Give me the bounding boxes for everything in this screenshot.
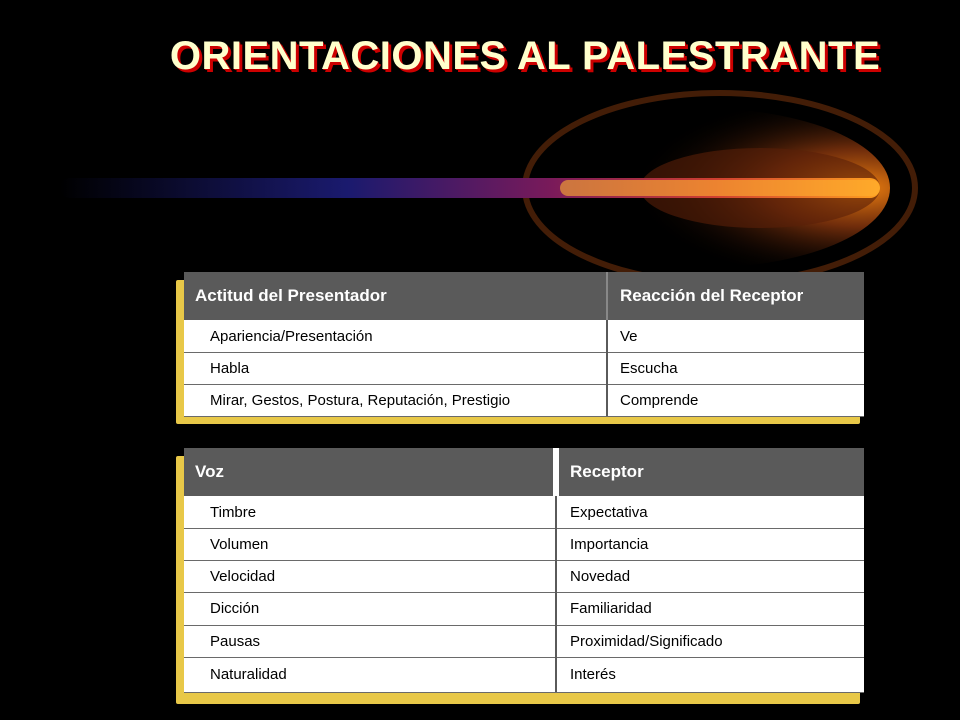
voice-receptor-table: [176, 448, 864, 704]
table-row: [184, 657, 864, 693]
table2-header-col1: Voz: [195, 462, 224, 481]
table2-header: [184, 448, 864, 496]
table2-cell: Timbre: [210, 503, 257, 521]
table2-cell: Pausas: [210, 632, 261, 650]
table2-cell: Importancia: [570, 535, 649, 553]
table-row: [184, 528, 864, 561]
table1-header-col2: Reacción del Receptor: [620, 286, 804, 305]
table1-cell: Habla: [210, 359, 250, 377]
table2-cell: Naturalidad: [210, 666, 287, 683]
table1-cell: Ve: [620, 327, 638, 345]
table-row: [184, 592, 864, 626]
table2-cell: Familiaridad: [570, 600, 652, 617]
table-row: [184, 384, 864, 417]
table2-header-col2: Receptor: [570, 462, 644, 481]
table2-cell: Volumen: [210, 535, 269, 553]
slide-title: ORIENTACIONES AL PALESTRANTE: [169, 34, 881, 78]
table-row: [184, 352, 864, 385]
table2-cell: Expectativa: [570, 503, 648, 521]
table2-cell: Proximidad/Significado: [570, 632, 723, 650]
table-row: [184, 320, 864, 353]
table-row: [184, 496, 864, 529]
table1-cell: Comprende: [620, 391, 699, 409]
table2-cell: Novedad: [570, 567, 631, 585]
table2-cell: Velocidad: [210, 567, 276, 585]
table-row: [184, 560, 864, 593]
table1-cell: Escucha: [620, 359, 678, 377]
table1-header-col1: Actitud del Presentador: [195, 286, 387, 305]
table-row: [184, 625, 864, 658]
table1-header: [184, 272, 864, 320]
table1-cell: Apariencia/Presentación: [210, 327, 373, 345]
table2-cell: Dicción: [210, 600, 260, 617]
table1-cell: Mirar, Gestos, Postura, Reputación, Prestigio: [210, 391, 511, 409]
table2-cell: Interés: [570, 666, 616, 683]
attitude-reaction-table: [176, 272, 864, 424]
